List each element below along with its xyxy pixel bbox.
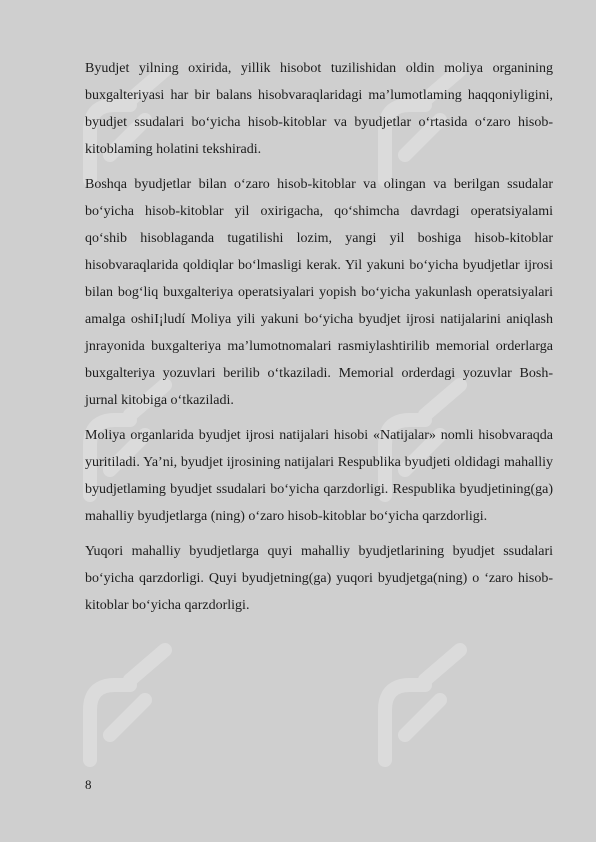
- paragraph: Moliya organlarida byudjet ijrosi natijalari hisobi «Natijalar» nomli hisobvaraqda yuritiladi. Ya’ni, byudjet ijrosining natijalari Respublika byudjeti oldidagi mahalliy byudjetlaming byudjet ssudalari bo‘yicha qarzdorligi. Respublika byudjetining(ga) mahalliy byudjetlarga (ning) o‘zaro hisob-kitoblar bo‘yicha qarzdorligi.: [85, 428, 553, 524]
- paragraph: Boshqa byudjetlar bilan o‘zaro hisob-kitoblar va olingan va berilgan ssudalar bo‘yicha hisob-kitoblar yil oxirigacha, qo‘shimcha davrdagi operatsiyalami qo‘shib hisoblaganda tugatilishi lozim, yangi yil boshiga hisob-kitoblar hisobvaraqlarida qoldiqlar bo‘lmasligi kerak. Yil yakuni bo‘yicha byudjetlar ijrosi bilan bog‘liq buxgalteriya operatsiyalari yopish bo‘yicha yakunlash operatsiyalari amalga oshiI¡ludí Moliya yili yakuni bo‘yicha byudjet ijrosi natijalarini aniqlash jnrayonida buxgalteriya ma’lumotnomalari rasmiylashtirilib memorial orderlarga buxgalteriya yozuvlari berilib o‘tkaziladi. Memorial orderdagi yozuvlar Bosh-jurnal kitobiga o‘tkaziladi.: [85, 177, 553, 408]
- document-body: [85, 55, 553, 627]
- watermark-logo-icon: [365, 640, 485, 780]
- page-number: 8: [85, 777, 92, 792]
- paragraph: Yuqori mahalliy byudjetlarga quyi mahalliy byudjetlarining byudjet ssudalari bo‘yicha qarzdorligi. Quyi byudjetning(ga) yuqori byudjetga(ning) o ‘zaro hisob-kitoblar bo‘yicha qarzdorligi.: [85, 544, 553, 613]
- paragraph: Byudjet yilning oxirida, yillik hisobot tuzilishidan oldin moliya organining buxgalteriyasi har bir balans hisobvaraqlaridagi ma’lumotlaming haqqoniyligini, byudjet ssudalari bo‘yicha hisob-kitoblar va byudjetlar o‘rtasida o‘zaro hisob-kitoblaming holatini tekshiradi.: [85, 61, 553, 157]
- watermark-logo-icon: [70, 640, 190, 780]
